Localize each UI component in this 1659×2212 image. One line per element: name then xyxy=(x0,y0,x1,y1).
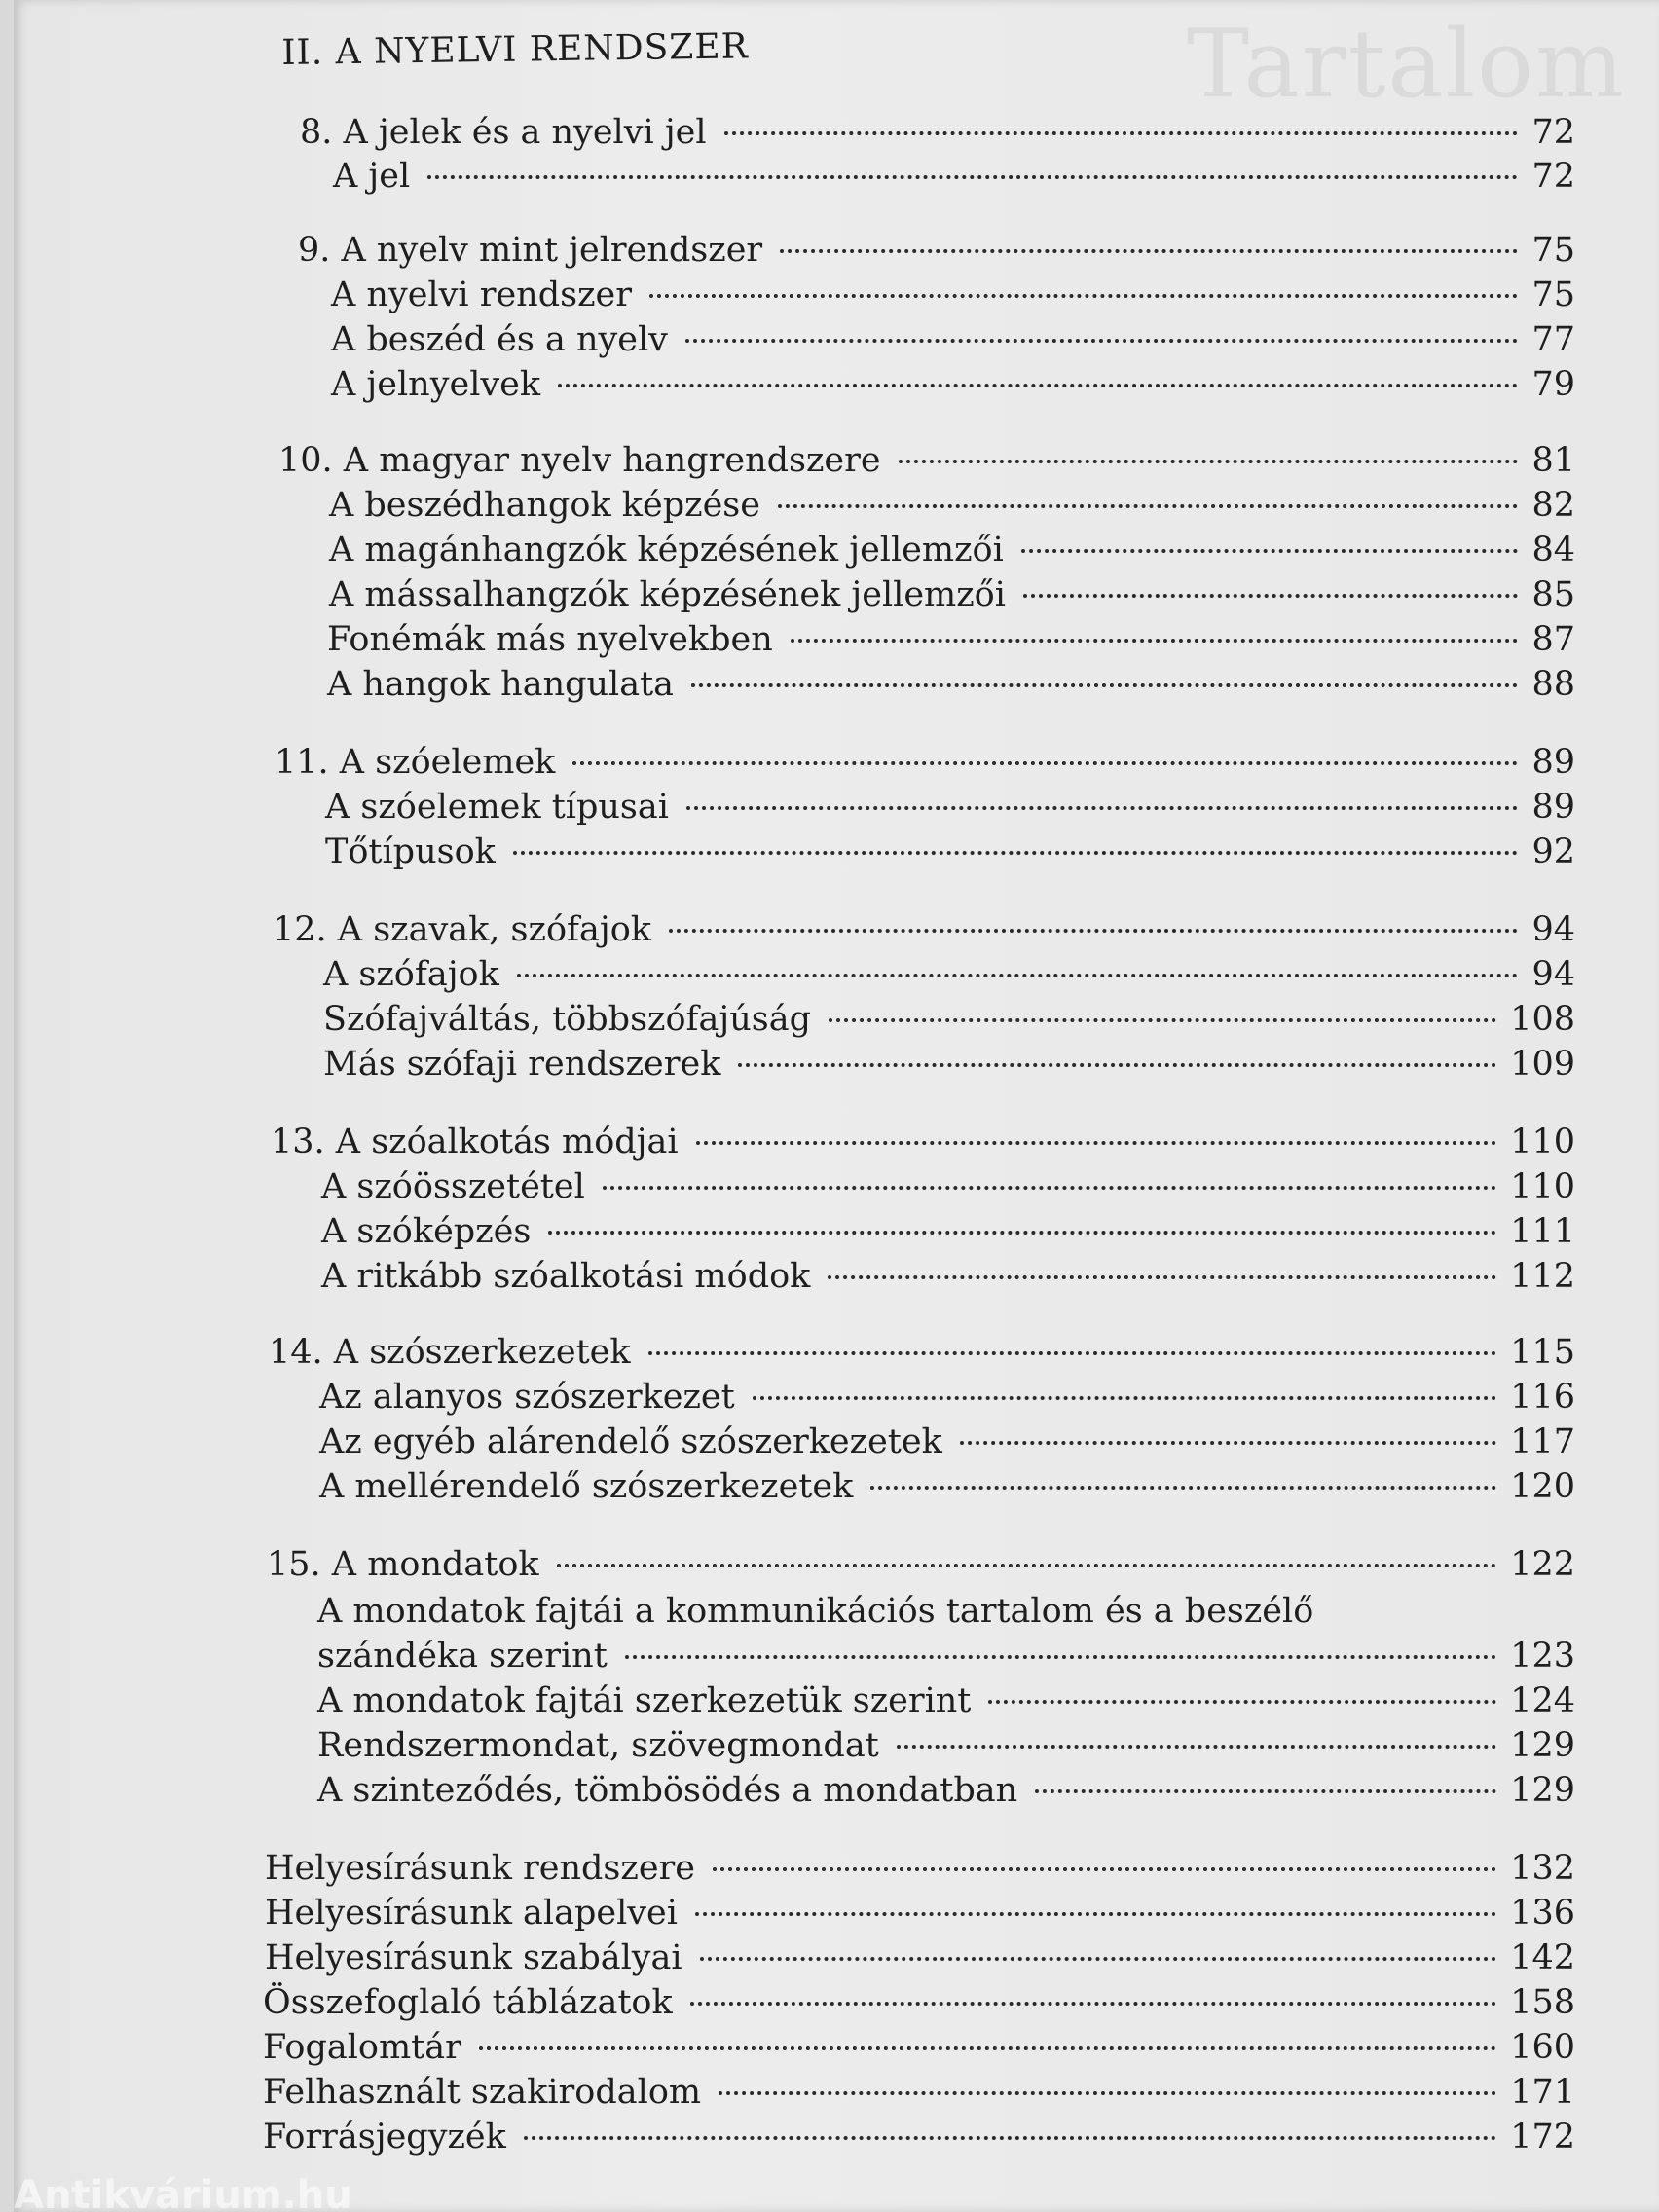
toc-chapter: 9. A nyelv mint jelrendszer 75 xyxy=(298,231,1575,270)
toc-subentry: A ritkább szóalkotási módok 112 xyxy=(321,1257,1575,1296)
toc-subentry: Az alanyos szószerkezet 116 xyxy=(319,1378,1575,1417)
section-title: II. A NYELVI RENDSZER xyxy=(281,26,749,73)
toc-subentry: A jel 72 xyxy=(333,157,1575,196)
toc-subentry: A jelnyelvek 79 xyxy=(331,365,1575,404)
toc-backmatter: Helyesírásunk alapelvei 136 xyxy=(265,1894,1575,1933)
toc-backmatter: Összefoglaló táblázatok 158 xyxy=(263,1983,1575,2022)
toc-subentry: A mássalhangzók képzésének jellemzői 85 xyxy=(329,575,1575,614)
toc-subentry: Az egyéb alárendelő szószerkezetek 117 xyxy=(319,1422,1575,1461)
toc-subentry: A szóelemek típusai 89 xyxy=(325,788,1575,827)
watermark: Antikvárium.hu xyxy=(14,2173,352,2212)
toc-chapter: 10. A magyar nyelv hangrendszere 81 xyxy=(278,441,1575,480)
toc-subentry: Más szófaji rendszerek 109 xyxy=(323,1045,1575,1084)
toc-subentry: A szóképzés 111 xyxy=(321,1212,1575,1251)
book-page xyxy=(14,0,1659,2212)
toc-chapter: 11. A szóelemek 89 xyxy=(275,743,1575,782)
toc-chapter: 8. A jelek és a nyelvi jel 72 xyxy=(300,113,1575,152)
toc-subentry: A beszéd és a nyelv 77 xyxy=(331,320,1575,359)
table-of-contents xyxy=(14,0,1659,2212)
toc-subentry: A szinteződés, tömbösödés a mondatban 129 xyxy=(317,1771,1575,1810)
background-heading: Tartalom xyxy=(1186,10,1626,119)
toc-subentry: A szóösszetétel 110 xyxy=(321,1167,1575,1206)
toc-subentry: Rendszermondat, szövegmondat 129 xyxy=(317,1726,1575,1765)
toc-subentry: A nyelvi rendszer 75 xyxy=(331,276,1575,314)
toc-backmatter: Felhasznált szakirodalom 171 xyxy=(263,2073,1575,2112)
toc-subentry: A hangok hangulata 88 xyxy=(327,665,1575,704)
toc-chapter: 14. A szószerkezetek 115 xyxy=(269,1333,1575,1372)
toc-backmatter: Forrásjegyzék 172 xyxy=(263,2118,1575,2157)
toc-chapter: 13. A szóalkotás módjai 110 xyxy=(271,1123,1575,1161)
toc-subentry: A beszédhangok képzése 82 xyxy=(329,486,1575,525)
toc-backmatter: Helyesírásunk rendszere 132 xyxy=(265,1849,1575,1888)
toc-subentry: Szófajváltás, többszófajúság 108 xyxy=(323,1000,1575,1039)
toc-chapter: 15. A mondatok 122 xyxy=(267,1545,1575,1584)
toc-subentry: A mondatok fajtái a kommunikációs tartalom és a beszélő xyxy=(317,1592,1314,1631)
toc-subentry: A magánhangzók képzésének jellemzői 84 xyxy=(329,531,1575,570)
toc-subentry: Tőtípusok 92 xyxy=(325,832,1575,871)
toc-subentry: Fonémák más nyelvekben 87 xyxy=(327,620,1575,659)
toc-backmatter: Helyesírásunk szabályai 142 xyxy=(265,1938,1575,1977)
toc-subentry: A mondatok fajtái szerkezetük szerint 124 xyxy=(317,1681,1575,1720)
toc-subentry: szándéka szerint 123 xyxy=(317,1637,1575,1676)
toc-chapter: 12. A szavak, szófajok 94 xyxy=(273,910,1575,949)
toc-subentry: A szófajok 94 xyxy=(323,955,1575,994)
toc-backmatter: Fogalomtár 160 xyxy=(263,2028,1575,2067)
toc-subentry: A mellérendelő szószerkezetek 120 xyxy=(319,1467,1575,1506)
